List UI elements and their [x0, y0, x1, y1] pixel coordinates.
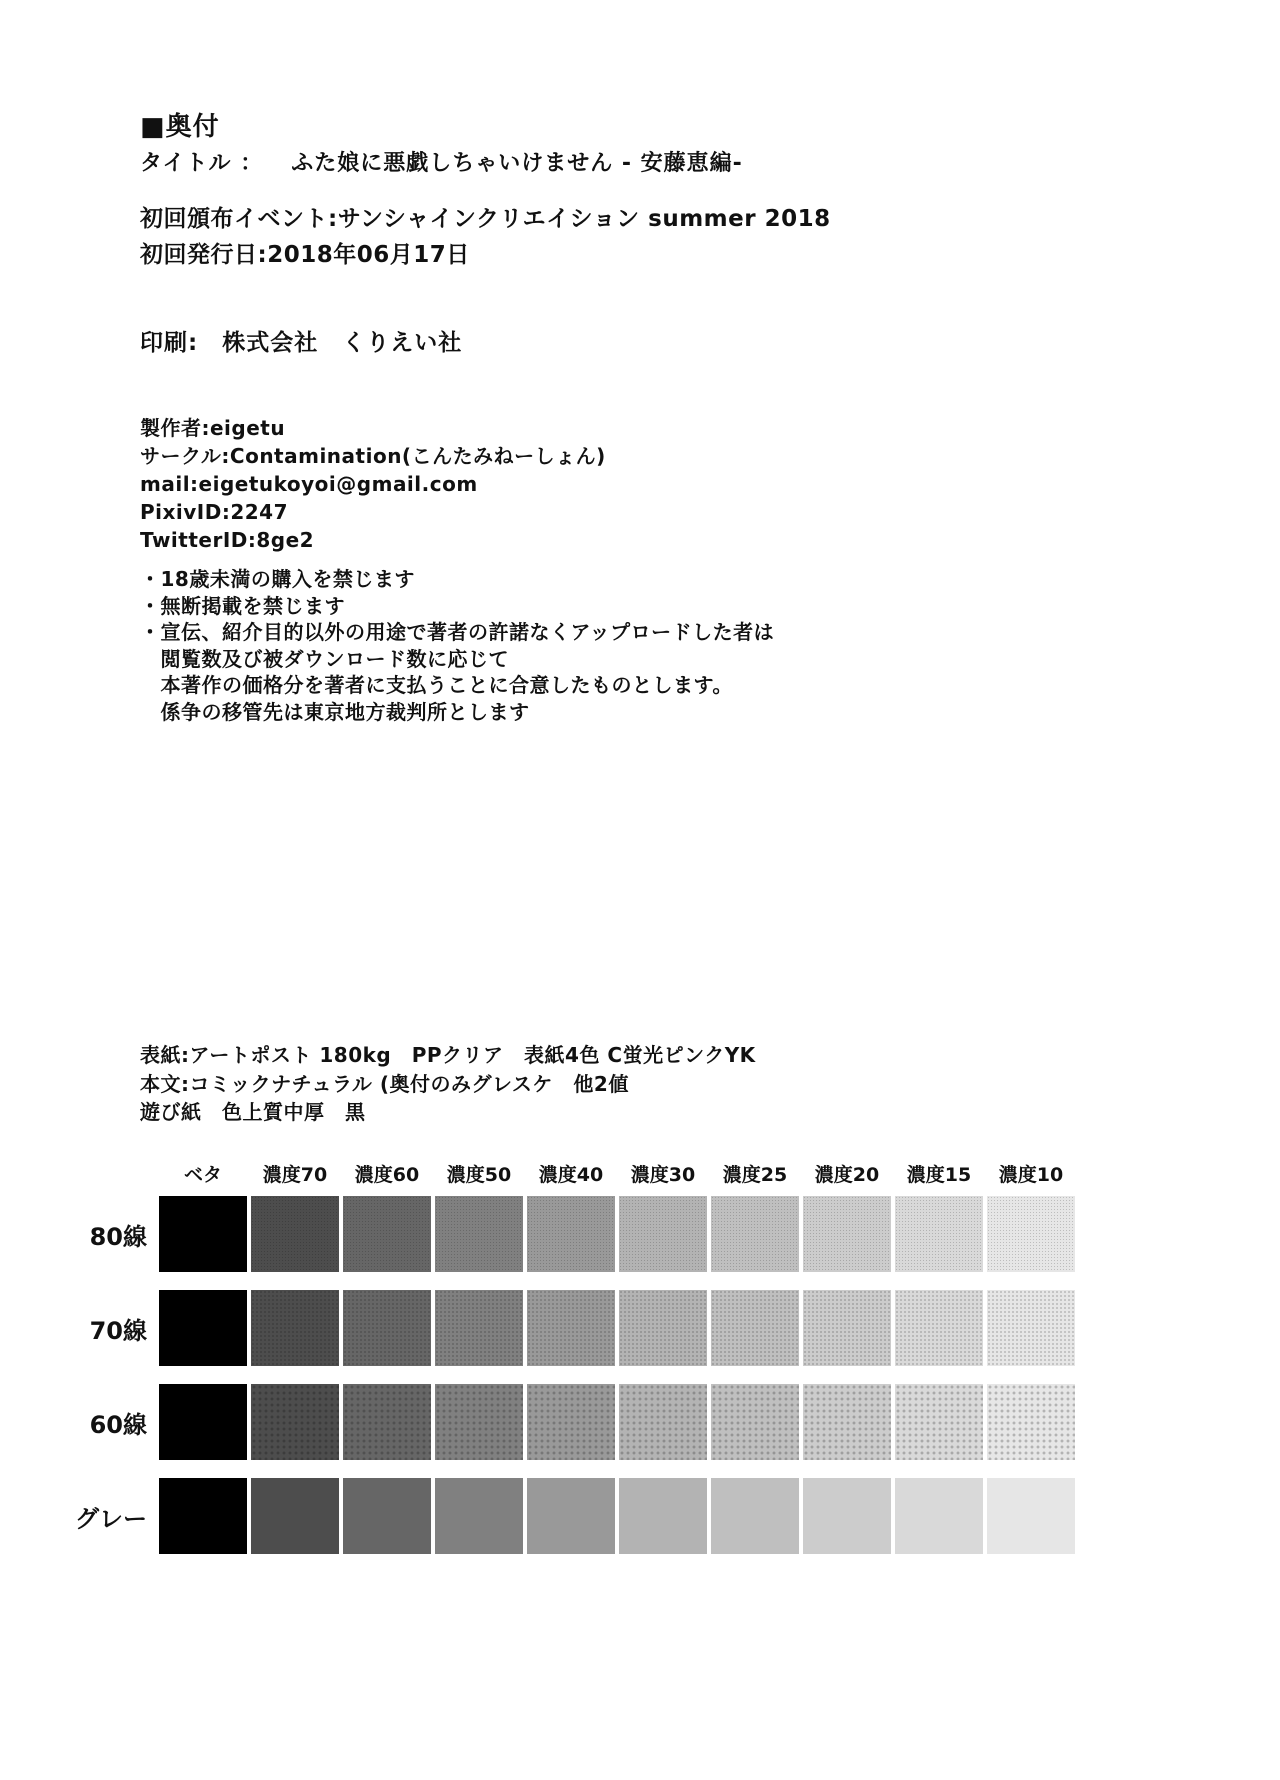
density-chart — [60, 1160, 1079, 1572]
creator-line: PixivID:2247 — [140, 500, 289, 524]
density-cell — [711, 1478, 799, 1554]
notice-line: ・宣伝、紹介目的以外の用途で著者の許諾なくアップロードした者は — [140, 620, 775, 644]
paper-specs — [140, 1041, 756, 1127]
chart-row — [60, 1478, 1079, 1554]
density-cell — [527, 1478, 615, 1554]
density-cell — [435, 1478, 523, 1554]
density-cell — [159, 1478, 247, 1554]
column-header: 濃度70 — [262, 1164, 328, 1186]
spec-line: 表紙:アートポスト 180kg PPクリア 表紙4色 C蛍光ピンクYK — [140, 1043, 756, 1067]
column-header: 濃度15 — [906, 1164, 972, 1186]
chart-row — [60, 1384, 1079, 1460]
density-cell — [619, 1478, 707, 1554]
density-cell — [343, 1478, 431, 1554]
creator-line: サークル:Contamination(こんたみねーしょん) — [140, 444, 606, 468]
density-cell — [803, 1290, 891, 1366]
density-cell — [435, 1290, 523, 1366]
row-label: 60線 — [89, 1410, 147, 1439]
notice-line: ・無断掲載を禁じます — [140, 593, 345, 618]
title-label: タイトル ： — [140, 151, 264, 176]
notice-line: ・18歳未満の購入を禁じます — [140, 567, 415, 591]
column-header: 濃度20 — [814, 1164, 880, 1186]
density-cell — [251, 1384, 339, 1460]
density-cell — [343, 1290, 431, 1366]
event-info — [140, 201, 831, 273]
column-header: 濃度60 — [354, 1164, 420, 1186]
spec-line: 本文:コミックナチュラル (奥付のみグレスケ 他2値 — [140, 1071, 629, 1096]
density-cell — [987, 1290, 1075, 1366]
density-cell — [251, 1196, 339, 1272]
legal-notices — [140, 566, 774, 725]
density-cell — [159, 1290, 247, 1366]
column-header: 濃度50 — [446, 1164, 512, 1186]
density-cell — [343, 1196, 431, 1272]
density-cell — [527, 1196, 615, 1272]
density-cell — [435, 1384, 523, 1460]
density-cell — [803, 1384, 891, 1460]
density-cell — [251, 1478, 339, 1554]
row-label: 80線 — [89, 1222, 147, 1251]
event-line: 初回発行日:2018年06月17日 — [140, 242, 470, 268]
chart-row — [60, 1290, 1079, 1366]
density-cell — [159, 1196, 247, 1272]
density-cell — [987, 1384, 1075, 1460]
density-cell — [619, 1384, 707, 1460]
density-cell — [527, 1384, 615, 1460]
density-cell — [895, 1290, 983, 1366]
density-cell — [251, 1290, 339, 1366]
event-line: 初回頒布イベント:サンシャインクリエイション summer 2018 — [140, 206, 831, 232]
density-cell — [711, 1290, 799, 1366]
printer-info: 印刷: 株式会社 くりえい社 — [140, 330, 463, 356]
creator-line: mail:eigetukoyoi@gmail.com — [140, 472, 478, 496]
page-title: ■奥付 — [140, 112, 220, 142]
column-header: 濃度30 — [630, 1164, 696, 1186]
row-label: 70線 — [89, 1316, 147, 1345]
density-cell — [987, 1196, 1075, 1272]
column-header: 濃度25 — [722, 1164, 788, 1186]
density-cell — [343, 1384, 431, 1460]
density-cell — [711, 1196, 799, 1272]
creator-line: 製作者:eigetu — [140, 416, 286, 440]
notice-line: 本著作の価格分を著者に支払うことに合意したものとします。 — [140, 673, 733, 697]
density-cell — [527, 1290, 615, 1366]
column-header: 濃度10 — [998, 1164, 1064, 1186]
row-label: グレー — [75, 1504, 147, 1533]
density-cell — [895, 1478, 983, 1554]
column-header: 濃度40 — [538, 1164, 604, 1186]
spec-line: 遊び紙 色上質中厚 黒 — [140, 1100, 366, 1124]
density-cell — [619, 1290, 707, 1366]
density-cell — [159, 1384, 247, 1460]
density-cell — [619, 1196, 707, 1272]
density-chart-header — [60, 1160, 1079, 1187]
density-cell — [803, 1196, 891, 1272]
creator-line: TwitterID:8ge2 — [140, 528, 315, 552]
density-cell — [711, 1384, 799, 1460]
density-cell — [895, 1196, 983, 1272]
chart-row — [60, 1196, 1079, 1272]
density-cell — [435, 1196, 523, 1272]
density-cell — [987, 1478, 1075, 1554]
notice-line: 閲覧数及び被ダウンロード数に応じて — [140, 646, 509, 671]
notice-line: 係争の移管先は東京地方裁判所とします — [140, 699, 530, 724]
column-header: ベタ — [183, 1164, 222, 1186]
density-cell — [895, 1384, 983, 1460]
density-cell — [803, 1478, 891, 1554]
creator-info — [140, 414, 606, 554]
book-title: ふた娘に悪戯しちゃいけません - 安藤恵編- — [291, 151, 743, 176]
title-line — [140, 146, 743, 177]
